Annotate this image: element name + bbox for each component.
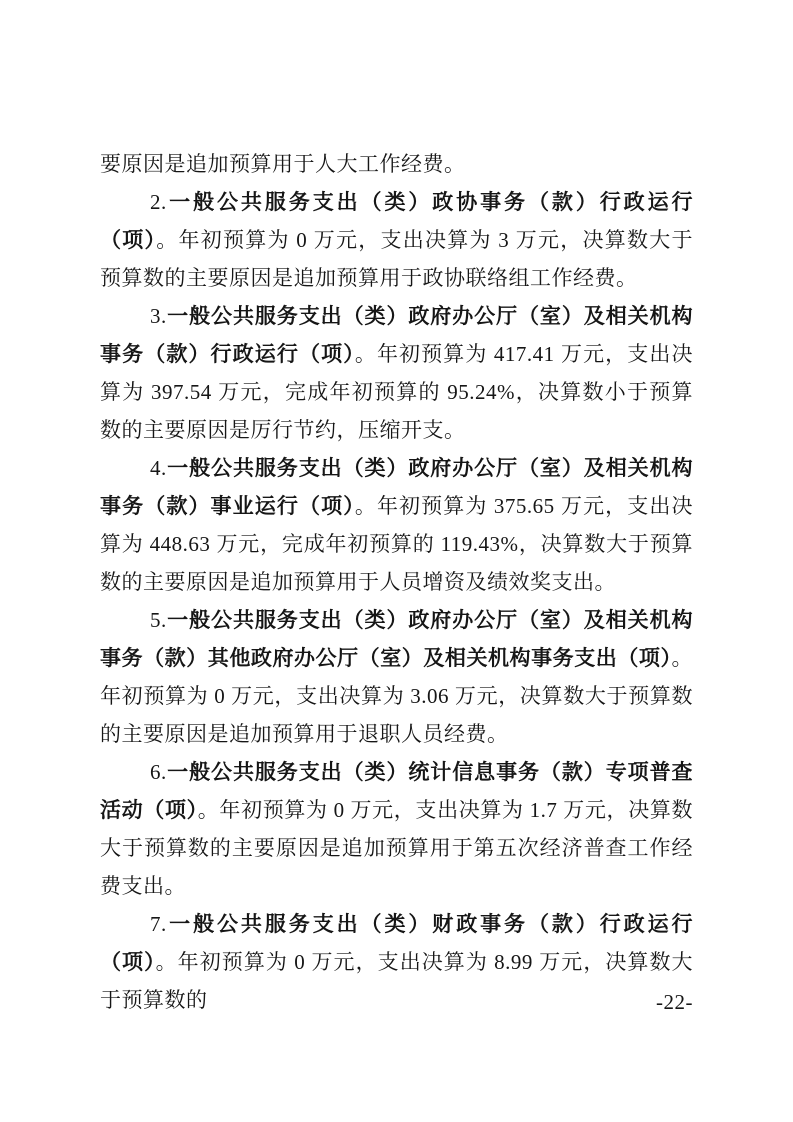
item-heading: 一般公共服务支出（类）政府办公厅（室）及相关机构事务（款）行政运行（项） — [100, 304, 693, 366]
item-number: 4. — [150, 456, 167, 480]
item-body-text: 。年初预算为 0 万元，支出决算为 3.06 万元，决算数大于预算数的主要原因是追加预算用于退职人员经费。 — [100, 646, 693, 746]
paragraph-item-5 — [100, 601, 693, 753]
item-body-text: 。年初预算为 0 万元，支出决算为 3 万元，决算数大于预算数的主要原因是追加预算用于政协联络组工作经费。 — [100, 228, 693, 290]
item-number: 3. — [150, 304, 167, 328]
page-number: -22- — [656, 990, 693, 1014]
item-number: 7. — [150, 912, 167, 936]
paragraph-item-6 — [100, 753, 693, 905]
paragraph-item-7 — [100, 905, 693, 1019]
item-heading: 一般公共服务支出（类）财政事务（款）行政运行（项） — [100, 912, 693, 974]
document-body — [100, 145, 693, 1019]
item-heading: 一般公共服务支出（类）统计信息事务（款）专项普查活动（项） — [100, 760, 693, 822]
paragraph-item-2 — [100, 183, 693, 297]
paragraph-item-3 — [100, 297, 693, 449]
item-body-text: 。年初预算为 0 万元，支出决算为 8.99 万元，决算数大于预算数的 — [100, 950, 693, 1012]
item-number: 6. — [150, 760, 167, 784]
item-body-text: 。年初预算为 375.65 万元，支出决算为 448.63 万元，完成年初预算的 119.43%，决算数大于预算数的主要原因是追加预算用于人员增资及绩效奖支出。 — [100, 494, 694, 594]
item-number: 2. — [150, 190, 167, 214]
item-heading: 一般公共服务支出（类）政府办公厅（室）及相关机构事务（款）其他政府办公厅（室）及相关机构事务支出（项） — [100, 608, 693, 670]
item-heading: 一般公共服务支出（类）政协事务（款）行政运行（项） — [100, 190, 693, 252]
item-heading: 一般公共服务支出（类）政府办公厅（室）及相关机构事务（款）事业运行（项） — [100, 456, 693, 518]
item-body-text: 。年初预算为 0 万元，支出决算为 1.7 万元，决算数大于预算数的主要原因是追加预算用于第五次经济普查工作经费支出。 — [100, 798, 694, 898]
paragraph-text: 要原因是追加预算用于人大工作经费。 — [100, 152, 466, 176]
item-body-text: 。年初预算为 417.41 万元，支出决算为 397.54 万元，完成年初预算的 95.24%，决算数小于预算数的主要原因是厉行节约，压缩开支。 — [100, 342, 694, 442]
item-number: 5. — [150, 608, 167, 632]
paragraph-continuation — [100, 145, 693, 183]
paragraph-item-4 — [100, 449, 693, 601]
